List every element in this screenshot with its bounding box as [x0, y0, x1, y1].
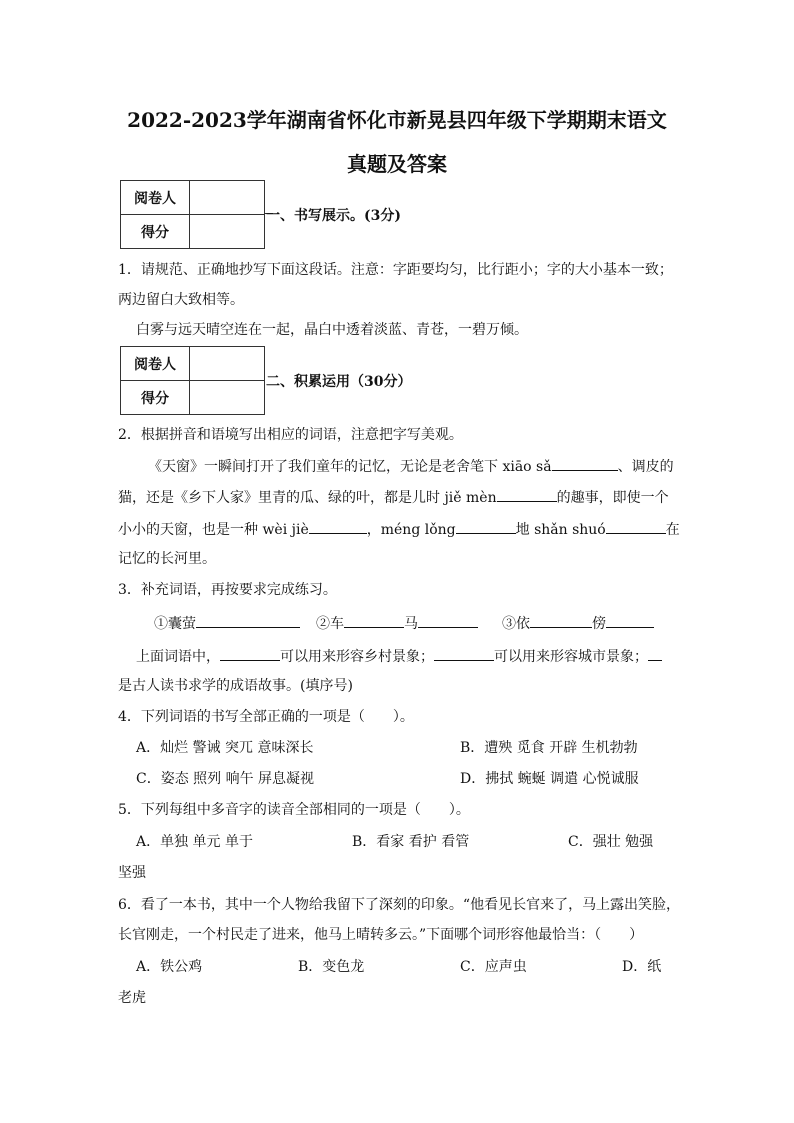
q3-line3: 是古人读书求学的成语故事。(填序号) [118, 678, 353, 694]
q3-item3-b: 傍 [592, 616, 606, 632]
q4-option-d[interactable]: D．拂拭 蜿蜒 调遣 心悦诚服 [460, 771, 639, 787]
q3-line2 [136, 645, 662, 667]
document-title-line1: 2022-2023学年湖南省怀化市新晃县四年级下学期期末语文 [127, 108, 667, 132]
q3-stem: 3．补充词语，再按要求完成练习。 [118, 582, 337, 598]
q6-line2: 长官刚走，一个村民走了进来，他马上晴转多云。”下面哪个词形容他最恰当：（ ） [118, 927, 644, 943]
q4-stem: 4．下列词语的书写全部正确的一项是（ ）。 [118, 709, 414, 725]
q3-item2-b: 马 [404, 616, 418, 632]
q6-line1: 6．看了一本书，其中一个人物给我留下了深刻的印象。“他看见长官来了，马上露出笑脸， [118, 897, 681, 913]
q3-item3-a: ③依 [502, 616, 530, 632]
q4-option-c[interactable]: C．姿态 照列 响午 屏息凝视 [136, 771, 315, 787]
q2-line3-text2: ，méng lǒng [366, 522, 456, 538]
q2-line3-tail: 在 [665, 522, 680, 538]
q2-line3 [118, 518, 680, 540]
q1-passage: 白雾与远天晴空连在一起，晶白中透着淡蓝、青苍，一碧万倾。 [136, 322, 528, 338]
q3-item2 [316, 612, 478, 634]
answer-blank-item2b[interactable] [418, 612, 478, 628]
answer-blank-jiemen[interactable] [497, 486, 557, 502]
q3-line2-text3: 可以用来形容城市景象； [494, 649, 648, 665]
q3-item3 [502, 612, 654, 634]
q4-option-a[interactable]: A．灿烂 警诫 突兀 意味深长 [136, 740, 314, 756]
answer-blank-item3a[interactable] [530, 612, 592, 628]
q2-line1 [148, 455, 674, 477]
q3-line2-text: 上面词语中， [136, 649, 220, 665]
answer-blank-item2a[interactable] [344, 612, 404, 628]
document-title-line2: 真题及答案 [347, 152, 447, 176]
reader-field[interactable] [190, 181, 265, 215]
grader-table-2 [120, 346, 265, 415]
q2-stem: 2．根据拼音和语境写出相应的词语，注意把字写美观。 [118, 427, 463, 443]
q6-option-d[interactable]: D．纸 [622, 959, 662, 975]
reader-label: 阅卷人 [121, 181, 190, 215]
score-label: 得分 [121, 381, 190, 415]
answer-blank-item3b[interactable] [606, 612, 654, 628]
q2-line2-text: 猫，还是《乡下人家》里青的瓜、绿的叶，都是儿时 jiě mèn [118, 490, 497, 506]
answer-blank-story[interactable] [648, 645, 662, 661]
q5-option-b[interactable]: B．看家 看护 看管 [352, 834, 470, 850]
section2-heading: 二、积累运用（30分） [266, 374, 412, 390]
q4-option-b[interactable]: B．遭殃 觅食 开辟 生机勃勃 [460, 740, 638, 756]
answer-blank-shanshuo[interactable] [606, 518, 666, 534]
q5-option-c-wrap: 坚强 [118, 865, 146, 881]
score-label: 得分 [121, 215, 190, 249]
answer-blank-xiaosa[interactable] [552, 455, 618, 471]
answer-blank-urban[interactable] [434, 645, 494, 661]
q5-stem: 5．下列每组中多音字的读音全部相同的一项是（ ）。 [118, 802, 470, 818]
q2-line4: 记忆的长河里。 [118, 551, 216, 567]
answer-blank-menglong[interactable] [456, 518, 516, 534]
q3-items [154, 612, 300, 634]
q2-line3-text: 小小的天窗，也是一种 wèi jiè [118, 522, 309, 538]
q2-line3-text3: 地 shǎn shuó [515, 522, 606, 538]
grader-table-1 [120, 180, 265, 249]
q2-line1-text: 《天窗》一瞬间打开了我们童年的记忆，无论是老舍笔下 xiāo sǎ [148, 459, 552, 475]
answer-blank-rural[interactable] [220, 645, 280, 661]
score-field[interactable] [190, 215, 265, 249]
q6-option-b[interactable]: B．变色龙 [298, 959, 365, 975]
q6-option-c[interactable]: C．应声虫 [460, 959, 527, 975]
q5-option-c[interactable]: C．强壮 勉强 [568, 834, 654, 850]
q3-item1: ①囊萤 [154, 616, 196, 632]
reader-label: 阅卷人 [121, 347, 190, 381]
q3-item2-a: ②车 [316, 616, 344, 632]
q2-line1-tail: 、调皮的 [617, 459, 674, 475]
answer-blank-weijie[interactable] [309, 518, 367, 534]
q2-line2 [118, 486, 669, 508]
q5-option-a[interactable]: A．单独 单元 单于 [136, 834, 254, 850]
score-field[interactable] [190, 381, 265, 415]
q6-option-d-wrap: 老虎 [118, 990, 146, 1006]
reader-field[interactable] [190, 347, 265, 381]
answer-blank-item1[interactable] [196, 612, 300, 628]
section1-heading: 一、书写展示。(3分) [266, 208, 401, 224]
q3-line2-text2: 可以用来形容乡村景象； [280, 649, 434, 665]
q2-line2-tail: 的趣事，即使一个 [556, 490, 669, 506]
q1-text-line2: 两边留白大致相等。 [118, 292, 244, 308]
q6-option-a[interactable]: A．铁公鸡 [136, 959, 203, 975]
q1-text-line1: 1．请规范、正确地抄写下面这段话。注意：字距要均匀，比行距小；字的大小基本一致； [118, 262, 673, 278]
